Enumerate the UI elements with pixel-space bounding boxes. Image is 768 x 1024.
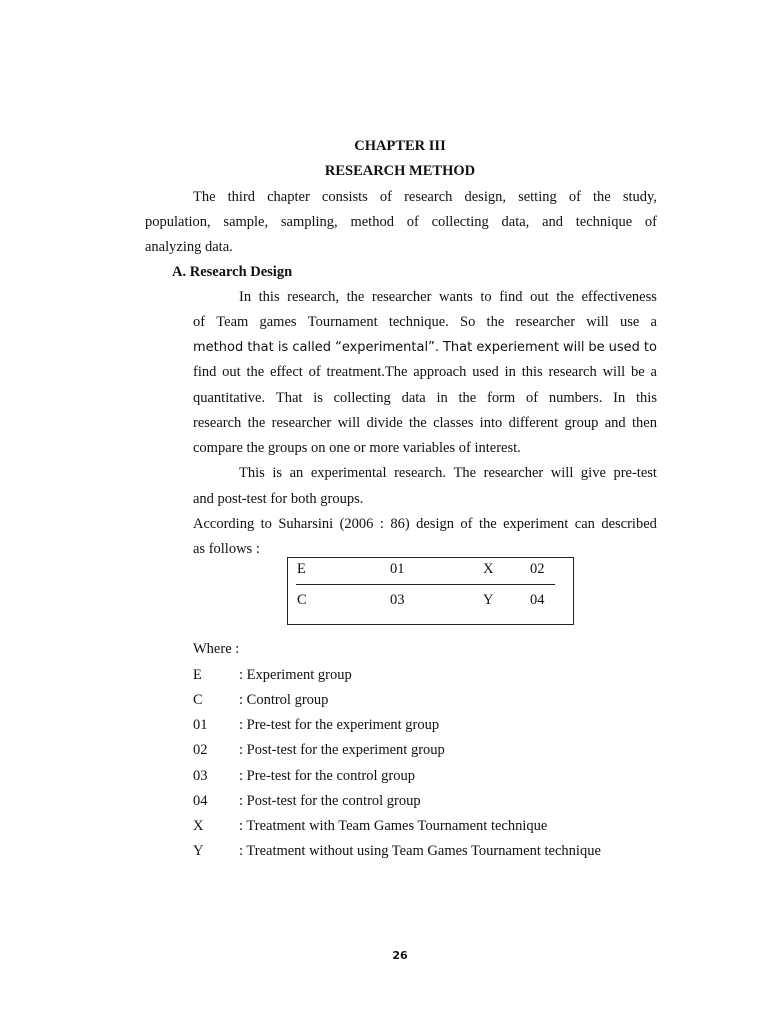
intro-line-3: analyzing data. — [145, 239, 233, 255]
word: a — [650, 314, 657, 330]
word: : — [379, 516, 384, 532]
legend-symbol: X — [193, 818, 204, 834]
para1-line-7: compare the groups on one or more variables of interest. — [193, 440, 521, 456]
word: design — [416, 516, 454, 532]
word: of — [644, 214, 657, 230]
word: consists — [321, 189, 368, 205]
word: experimental — [310, 465, 387, 481]
word: and — [604, 415, 626, 431]
word: will — [586, 314, 609, 330]
design-cell: 04 — [530, 592, 545, 608]
word: The — [453, 465, 477, 481]
legend-description: : Control group — [239, 692, 329, 708]
word: used — [608, 340, 640, 355]
word: collecting — [333, 390, 391, 406]
word: sample, — [223, 214, 269, 230]
word: find — [499, 289, 523, 305]
word: this — [258, 289, 280, 305]
word: data — [401, 390, 426, 406]
word: use — [620, 314, 640, 330]
para3-line-1 — [193, 516, 657, 533]
para3-line-2: as follows : — [193, 541, 260, 557]
design-cell: C — [297, 592, 307, 608]
word: group — [564, 415, 599, 431]
legend-symbol: 02 — [193, 742, 208, 758]
word: out — [530, 289, 549, 305]
word: design, — [464, 189, 506, 205]
word: According — [193, 516, 255, 532]
page-number: 26 — [392, 949, 408, 962]
word: research — [548, 364, 597, 380]
word: chapter — [267, 189, 310, 205]
legend-description: : Post-test for the experiment group — [239, 742, 445, 758]
word: can — [574, 516, 595, 532]
word: setting — [518, 189, 557, 205]
legend-description: : Treatment without using Team Games Tournament technique — [239, 843, 601, 859]
word: So — [460, 314, 476, 330]
word: find — [193, 364, 217, 380]
word: the — [247, 415, 266, 431]
design-cell: Y — [483, 592, 494, 608]
word: the — [246, 364, 265, 380]
word: numbers. — [548, 390, 603, 406]
legend-description: : Post-test for the control group — [239, 793, 421, 809]
word: 86) — [390, 516, 410, 532]
word: described — [601, 516, 657, 532]
word: of — [568, 189, 581, 205]
word: data, — [501, 214, 530, 230]
legend-label: Where : — [193, 641, 240, 657]
word: population, — [145, 214, 211, 230]
word: approach — [413, 364, 467, 380]
word: will — [562, 340, 585, 355]
design-table-divider — [296, 584, 555, 585]
word: will — [337, 415, 361, 431]
word: research — [193, 415, 242, 431]
word: in — [504, 364, 516, 380]
word: out — [222, 364, 241, 380]
word: method — [350, 214, 394, 230]
word: technique. — [388, 314, 449, 330]
word: into — [479, 415, 503, 431]
word: treatment.The — [326, 364, 408, 380]
word: the — [346, 289, 365, 305]
word: experiment — [503, 516, 569, 532]
word: games — [259, 314, 297, 330]
design-cell: E — [297, 561, 306, 577]
intro-line-1 — [193, 189, 657, 206]
word: Suharsini — [278, 516, 334, 532]
word: researcher — [371, 289, 432, 305]
page-title: RESEARCH METHOD — [324, 163, 476, 179]
word: and — [542, 214, 563, 230]
word: effectiveness — [581, 289, 657, 305]
word: the — [458, 390, 477, 406]
legend-symbol: E — [193, 667, 202, 683]
word: will — [602, 364, 626, 380]
legend-symbol: 01 — [193, 717, 208, 733]
word: to — [260, 516, 272, 532]
word: pre-test — [613, 465, 657, 481]
word: divide — [366, 415, 403, 431]
word: the — [478, 516, 497, 532]
word: form — [487, 390, 516, 406]
word: researcher — [271, 415, 332, 431]
word: That — [275, 390, 303, 406]
word: the — [486, 314, 505, 330]
design-cell: 01 — [390, 561, 405, 577]
word: to — [643, 340, 657, 355]
word: wants — [438, 289, 473, 305]
intro-line-2 — [145, 214, 657, 231]
word: of — [308, 364, 321, 380]
legend-description: : Experiment group — [239, 667, 352, 683]
word: of — [525, 390, 539, 406]
word: give — [580, 465, 606, 481]
para1-line-6 — [193, 415, 657, 432]
word: method that is called “experimental”. — [193, 340, 439, 355]
legend-description: : Pre-test for the control group — [239, 768, 415, 784]
word: a — [650, 364, 657, 380]
legend-description: : Pre-test for the experiment group — [239, 717, 440, 733]
word: third — [227, 189, 256, 205]
design-cell: 03 — [390, 592, 405, 608]
word: research. — [394, 465, 446, 481]
word: Tournament — [307, 314, 378, 330]
word: researcher — [483, 465, 544, 481]
word: of — [406, 214, 419, 230]
word: to — [480, 289, 492, 305]
word: That experiement — [442, 340, 559, 355]
word: Team — [216, 314, 249, 330]
word: in — [436, 390, 448, 406]
word: this — [521, 364, 543, 380]
word: classes — [433, 415, 474, 431]
word: researcher — [515, 314, 576, 330]
chapter-heading: CHAPTER III — [354, 138, 446, 154]
word: different — [508, 415, 559, 431]
para1-line-4 — [193, 364, 657, 381]
word: of — [379, 189, 392, 205]
word: an — [289, 465, 304, 481]
word: This — [239, 465, 265, 481]
word: is — [272, 465, 283, 481]
para1-line-3 — [193, 340, 657, 355]
word: research, — [287, 289, 340, 305]
legend-description: : Treatment with Team Games Tournament technique — [239, 818, 548, 834]
design-cell: X — [483, 561, 494, 577]
word: be — [588, 340, 605, 355]
word: technique — [575, 214, 633, 230]
para1-line-5 — [193, 390, 657, 407]
legend-symbol: 03 — [193, 768, 208, 784]
word: The — [193, 189, 216, 205]
word: In — [239, 289, 252, 305]
word: quantitative. — [193, 390, 266, 406]
para1-line-1 — [239, 289, 657, 306]
word: effect — [270, 364, 303, 380]
word: will — [550, 465, 574, 481]
word: the — [409, 415, 427, 431]
word: this — [636, 390, 657, 406]
word: (2006 — [339, 516, 374, 532]
word: of — [193, 314, 206, 330]
para2-line-1 — [239, 465, 657, 482]
word: of — [460, 516, 473, 532]
design-cell: 02 — [530, 561, 545, 577]
word: study, — [622, 189, 657, 205]
legend-symbol: Y — [193, 843, 204, 859]
legend-symbol: 04 — [193, 793, 208, 809]
legend-symbol: C — [193, 692, 203, 708]
word: the — [593, 189, 611, 205]
word: be — [630, 364, 645, 380]
word: research — [404, 189, 453, 205]
word: the — [556, 289, 574, 305]
word: sampling, — [280, 214, 338, 230]
word: In — [613, 390, 626, 406]
para2-line-2: and post-test for both groups. — [193, 491, 364, 507]
word: then — [631, 415, 657, 431]
word: collecting — [431, 214, 489, 230]
word: is — [313, 390, 323, 406]
para1-line-2 — [193, 314, 657, 331]
section-heading: A. Research Design — [172, 264, 293, 280]
word: used — [472, 364, 499, 380]
